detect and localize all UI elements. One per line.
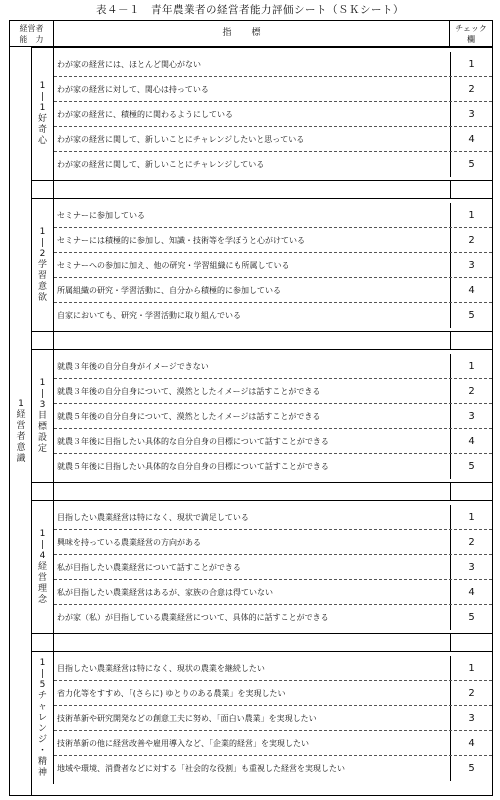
check-score[interactable]: 2 xyxy=(450,379,492,403)
check-score[interactable]: 5 xyxy=(450,605,492,630)
criteria-section xyxy=(32,500,492,633)
check-score[interactable]: 4 xyxy=(450,731,492,755)
section-label xyxy=(32,198,54,331)
criteria-text: セミナーに参加している xyxy=(57,211,145,220)
section-label-char: 習 xyxy=(37,270,47,281)
section-label-char: 標 xyxy=(37,421,47,432)
section-label-char: 1 xyxy=(39,657,46,668)
evaluation-table xyxy=(9,20,493,796)
section-label-char: レ xyxy=(37,712,47,723)
check-score[interactable]: 1 xyxy=(450,52,492,76)
criteria-row xyxy=(54,379,492,404)
check-score[interactable]: 5 xyxy=(450,303,492,328)
section-label-char: ・ xyxy=(37,745,47,756)
criteria-text: わが家の経営に対して、関心は持っている xyxy=(57,85,209,94)
criteria-row xyxy=(54,152,492,177)
criteria-row xyxy=(54,756,492,781)
criteria-row xyxy=(54,228,492,253)
main-category-char: 経 xyxy=(16,410,26,420)
criteria-row xyxy=(54,52,492,77)
check-score[interactable]: 4 xyxy=(450,278,492,302)
section-label-char: ン xyxy=(37,723,47,734)
header-ability: 経営者 能 力 xyxy=(10,21,54,46)
criteria-row xyxy=(54,706,492,731)
criteria-text: わが家の経営には、ほとんど関心がない xyxy=(57,60,201,69)
section-label xyxy=(32,349,54,482)
spacer-check-cell xyxy=(450,483,492,500)
criteria-text: 就農５年後に目指したい具体的な自分自身の目標について話すことができる xyxy=(57,462,329,471)
criteria-row xyxy=(54,605,492,630)
criteria-row xyxy=(54,203,492,228)
check-score[interactable]: 2 xyxy=(450,77,492,101)
check-score[interactable]: 3 xyxy=(450,404,492,428)
criteria-text: わが家の経営に関して、新しいことにチャレンジしたいと思っている xyxy=(57,135,305,144)
check-score[interactable]: 5 xyxy=(450,756,492,781)
check-score[interactable]: 3 xyxy=(450,706,492,730)
criteria-text: わが家（私）が目指している農業経営について、具体的に話すことができる xyxy=(57,613,329,622)
criteria-row xyxy=(54,253,492,278)
criteria-row xyxy=(54,278,492,303)
section-label-char: | xyxy=(40,388,45,399)
criteria-text: セミナーへの参加に加え、他の研究・学習組織にも所属している xyxy=(57,261,290,270)
check-score[interactable]: 1 xyxy=(450,505,492,529)
section-label-char: 念 xyxy=(37,594,47,605)
check-score[interactable]: 2 xyxy=(450,530,492,554)
criteria-section xyxy=(32,198,492,331)
check-score[interactable]: 3 xyxy=(450,555,492,579)
criteria-text: 省力化等をすすめ、「(さらに) ゆとりのある農業」を実現したい xyxy=(57,689,286,698)
criteria-text: 技術革新や研究開発などの創意工夫に努め、「面白い農業」を実現したい xyxy=(57,714,317,723)
section-label-char: 1 xyxy=(39,81,46,91)
section-label-char: 1 xyxy=(39,226,46,237)
section-label-char: 欲 xyxy=(37,292,47,303)
check-score[interactable]: 1 xyxy=(450,203,492,227)
section-spacer xyxy=(32,633,492,651)
criteria-row xyxy=(54,404,492,429)
table-header xyxy=(10,21,492,47)
criteria-text: 地域や環境、消費者などに対する「社会的な役割」も重視した経営を実現したい xyxy=(57,764,345,773)
main-category-label xyxy=(10,399,32,465)
criteria-row xyxy=(54,127,492,152)
spacer-check-cell xyxy=(450,332,492,349)
section-spacer xyxy=(32,331,492,349)
section-label-char: ジ xyxy=(37,734,47,745)
section-label-char: 学 xyxy=(37,259,47,270)
section-label-char: 定 xyxy=(37,443,47,454)
criteria-row xyxy=(54,681,492,706)
criteria-text: 就農５年後の自分自身について、漠然としたイメージは話すことができる xyxy=(57,412,321,421)
section-label-char: 設 xyxy=(37,432,47,443)
criteria-section xyxy=(32,651,492,784)
check-score[interactable]: 5 xyxy=(450,454,492,479)
section-label-char: 3 xyxy=(39,399,46,410)
section-label-char: 目 xyxy=(37,410,47,421)
main-category-char: 識 xyxy=(16,454,26,464)
section-label-char: 1 xyxy=(39,103,46,113)
check-score[interactable]: 4 xyxy=(450,580,492,604)
header-check: チェック 欄 xyxy=(455,24,487,44)
main-category-char: 者 xyxy=(16,432,26,442)
main-category-char: 営 xyxy=(16,421,26,431)
section-label-char: 4 xyxy=(39,550,46,561)
criteria-text: 技術革新の他に経営改善や雇用導入など、「企業的経営」を実現したい xyxy=(57,739,309,748)
criteria-text: 目指したい農業経営は特になく、現状の農業を継続したい xyxy=(57,664,265,673)
section-label-char: ャ xyxy=(37,701,47,712)
section-label xyxy=(32,651,54,784)
check-score[interactable]: 4 xyxy=(450,429,492,453)
section-label xyxy=(32,47,54,180)
check-score[interactable]: 4 xyxy=(450,127,492,151)
criteria-row xyxy=(54,656,492,681)
criteria-row xyxy=(54,454,492,479)
section-label-char: 好 xyxy=(37,114,47,124)
criteria-row xyxy=(54,354,492,379)
criteria-text: 就農３年後に目指したい具体的な自分自身の目標について話すことができる xyxy=(57,437,329,446)
check-score[interactable]: 5 xyxy=(450,152,492,177)
spacer-label-cell xyxy=(32,180,54,198)
section-label-char: 2 xyxy=(39,248,46,259)
criteria-text: 自家においても、研究・学習活動に取り組んでいる xyxy=(57,311,241,320)
section-label-char: 営 xyxy=(37,572,47,583)
criteria-text: わが家の経営に、積極的に関わるようにしている xyxy=(57,110,233,119)
criteria-text: セミナーには積極的に参加し、知識・技術等を学ぼうと心がけている xyxy=(57,236,305,245)
section-label-char: 経 xyxy=(37,561,47,572)
section-label-char: 神 xyxy=(37,767,47,778)
main-category-char: 1 xyxy=(18,399,24,409)
criteria-row xyxy=(54,530,492,555)
section-label xyxy=(32,500,54,633)
criteria-row xyxy=(54,429,492,454)
section-label-char: 心 xyxy=(37,136,47,146)
spacer-label-cell xyxy=(32,482,54,500)
check-score[interactable]: 1 xyxy=(450,656,492,680)
criteria-row xyxy=(54,580,492,605)
page-title: 表４－１ 青年農業者の経営者能力評価シート（ＳＫシート） xyxy=(96,4,404,16)
spacer-check-cell xyxy=(450,634,492,651)
check-score[interactable]: 2 xyxy=(450,681,492,705)
spacer-label-cell xyxy=(32,633,54,651)
criteria-section xyxy=(32,349,492,482)
section-label-char: 奇 xyxy=(37,125,47,135)
spacer-check-cell xyxy=(450,181,492,198)
check-score[interactable]: 3 xyxy=(450,253,492,277)
criteria-row xyxy=(54,102,492,127)
section-spacer xyxy=(32,180,492,198)
criteria-row xyxy=(54,731,492,756)
header-indicator: 指標 xyxy=(54,21,450,46)
section-label-char: 1 xyxy=(39,377,46,388)
section-label-char: | xyxy=(40,668,45,679)
section-spacer xyxy=(32,482,492,500)
section-label-char: チ xyxy=(37,690,47,701)
criteria-row xyxy=(54,505,492,530)
criteria-section xyxy=(32,47,492,180)
main-category-char: 意 xyxy=(16,443,26,453)
section-label-char: | xyxy=(40,237,45,248)
criteria-row xyxy=(54,303,492,328)
check-score[interactable]: 3 xyxy=(450,102,492,126)
section-label-char: 意 xyxy=(37,281,47,292)
criteria-text: わが家の経営に関して、新しいことにチャレンジしている xyxy=(57,160,265,169)
section-label-char: 精 xyxy=(37,756,47,767)
criteria-text: 就農３年後の自分自身について、漠然としたイメージは話すことができる xyxy=(57,387,321,396)
criteria-row xyxy=(54,555,492,580)
criteria-text: 私が目指したい農業経営はあるが、家族の合意は得ていない xyxy=(57,588,273,597)
spacer-label-cell xyxy=(32,331,54,349)
section-label-char: | xyxy=(40,539,45,550)
main-category-column xyxy=(10,47,32,795)
criteria-text: 目指したい農業経営は特になく、現状で満足している xyxy=(57,513,249,522)
section-label-char: 理 xyxy=(37,583,47,594)
criteria-row xyxy=(54,77,492,102)
check-score[interactable]: 1 xyxy=(450,354,492,378)
criteria-text: 就農３年後の自分自身がイメージできない xyxy=(57,362,209,371)
check-score[interactable]: 2 xyxy=(450,228,492,252)
criteria-text: 私が目指したい農業経営について話すことができる xyxy=(57,563,241,572)
section-label-char: | xyxy=(40,92,45,102)
section-label-char: 5 xyxy=(39,679,46,690)
criteria-text: 所属組織の研究・学習活動に、自分から積極的に参加している xyxy=(57,286,281,295)
section-label-char: 1 xyxy=(39,528,46,539)
criteria-text: 興味を持っている農業経営の方向がある xyxy=(57,538,201,547)
